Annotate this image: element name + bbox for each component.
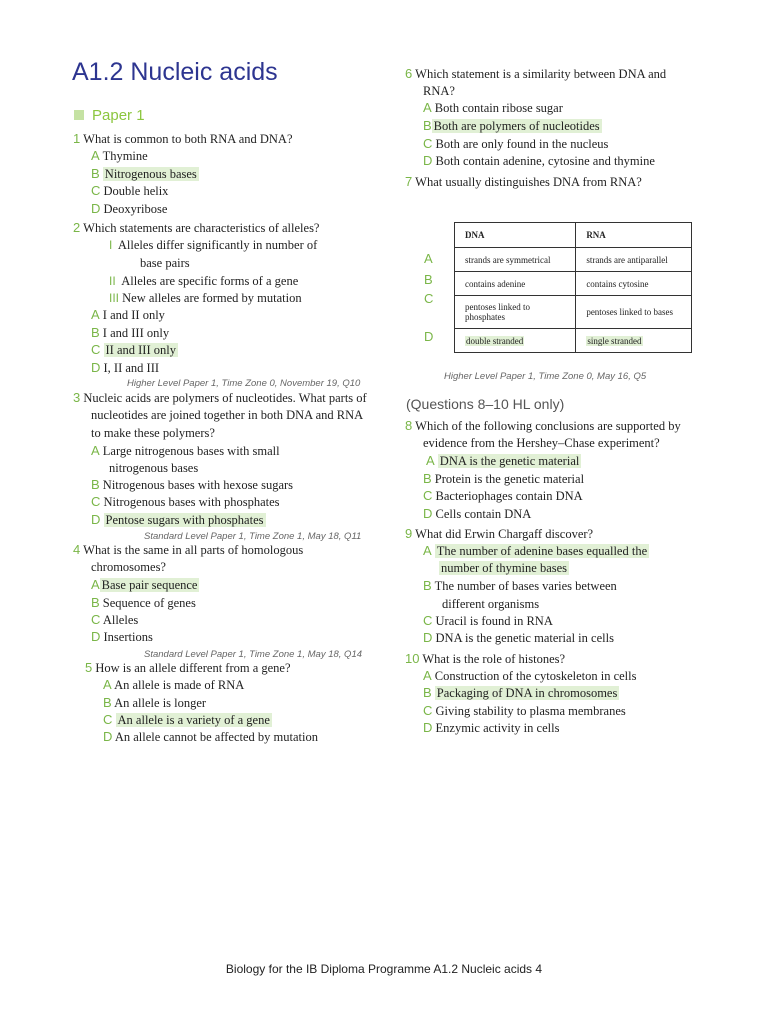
question-text: Nucleic acids are polymers of nucleotides. What parts of [83, 391, 367, 405]
option-letter: D [91, 201, 101, 216]
correct-answer-highlight: An allele is a variety of a gene [117, 713, 270, 727]
option-letter: B [423, 471, 432, 486]
correct-answer-highlight: Pentose sugars with phosphates [105, 513, 264, 527]
option-letter: A [91, 307, 100, 322]
statement-row-continued: base pairs [140, 256, 190, 270]
option-text: Large nitrogenous bases with small [102, 444, 280, 458]
option-letter: A [103, 677, 112, 692]
option-row [91, 477, 293, 493]
question-3 [73, 390, 367, 406]
option-text: Deoxyribose [103, 202, 168, 216]
option-letter: C [103, 712, 113, 727]
question-number: 5 [85, 660, 93, 675]
correct-answer-highlight: Packaging of DNA in chromosomes [436, 686, 618, 700]
question-number: 3 [73, 390, 81, 405]
statement-row [109, 290, 302, 306]
question-9 [405, 526, 593, 542]
correct-answer-highlight: DNA is the genetic material [439, 454, 580, 468]
statement-row [109, 237, 317, 253]
question-text-continued: evidence from the Hershey–Chase experiment? [423, 436, 660, 450]
option-letter: A [423, 100, 432, 115]
table-cell-text: pentoses linked to phosphates [465, 302, 530, 322]
option-letter: D [423, 630, 433, 645]
question-number: 8 [405, 418, 413, 433]
question-7 [405, 174, 642, 190]
option-text: Nitrogenous bases with phosphates [103, 495, 280, 509]
option-row [91, 595, 196, 611]
option-row [423, 613, 553, 629]
table-row [455, 296, 692, 329]
option-letter: C [91, 612, 101, 627]
table-row-letter: B [424, 272, 433, 287]
option-text: I, II and III [103, 361, 160, 375]
option-letter: A [91, 443, 100, 458]
option-row [91, 166, 199, 182]
option-text: Enzymic activity in cells [435, 721, 560, 735]
section-marker [74, 110, 84, 120]
option-row [423, 543, 649, 559]
option-letter: B [91, 325, 100, 340]
option-text: Alleles [102, 613, 139, 627]
correct-answer-highlight: Base pair sequence [101, 578, 198, 592]
question-1 [73, 131, 293, 147]
option-text: Giving stability to plasma membranes [435, 704, 626, 718]
statement-text: New alleles are formed by mutation [122, 291, 302, 305]
table-cell: contains adenine [455, 272, 576, 296]
option-row [91, 325, 169, 341]
option-row [423, 506, 531, 522]
question-text: What is the role of histones? [422, 652, 566, 666]
question-text-continued: RNA? [423, 84, 455, 98]
question-6 [405, 66, 666, 82]
question-number: 9 [405, 526, 413, 541]
table-row [455, 329, 692, 353]
option-row [103, 729, 318, 745]
option-letter: A [423, 668, 432, 683]
option-text: Cells contain DNA [435, 507, 532, 521]
option-text: Thymine [102, 149, 148, 163]
section-heading [74, 107, 145, 124]
correct-answer-highlight: Both are polymers of nucleotides [433, 119, 600, 133]
question-text: What is common to both RNA and DNA? [83, 132, 293, 146]
option-row [91, 612, 138, 628]
question-text: Which statements are characteristics of alleles? [83, 221, 320, 235]
table-header-rna: RNA [576, 223, 692, 248]
question-text-continued: chromosomes? [91, 560, 166, 574]
correct-answer-highlight: Nitrogenous bases [104, 167, 197, 181]
option-letter: C [423, 613, 433, 628]
option-letter: D [91, 629, 101, 644]
table-cell: strands are symmetrical [455, 248, 576, 272]
statement-row [109, 273, 298, 289]
option-row [423, 685, 619, 701]
option-letter: A [426, 453, 435, 468]
correct-answer-highlight: single stranded [587, 335, 642, 346]
option-row [423, 488, 583, 504]
option-text-continued [439, 560, 569, 576]
option-text-continued: different organisms [442, 597, 540, 611]
question-5 [85, 660, 291, 676]
option-letter: C [423, 136, 433, 151]
question-number: 2 [73, 220, 81, 235]
option-letter: D [423, 720, 433, 735]
option-text: An allele is longer [114, 696, 207, 710]
correct-answer-highlight: number of thymine bases [441, 561, 568, 575]
question-text: What did Erwin Chargaff discover? [415, 527, 594, 541]
option-row [423, 136, 608, 152]
option-letter: B [91, 595, 100, 610]
option-text: Both contain ribose sugar [434, 101, 563, 115]
table-cell [455, 296, 576, 329]
option-letter: A [423, 543, 432, 558]
question-8 [405, 418, 681, 434]
option-letter: C [91, 494, 101, 509]
option-text: An allele is made of RNA [114, 678, 245, 692]
option-row [423, 471, 584, 487]
option-row [423, 703, 626, 719]
option-letter: D [423, 153, 433, 168]
option-letter: B [423, 578, 432, 593]
statement-numeral: III [109, 291, 120, 305]
option-text: Construction of the cytoskeleton in cells [434, 669, 637, 683]
question-text: What is the same in all parts of homologous [83, 543, 304, 557]
option-text: Both are only found in the nucleus [435, 137, 609, 151]
option-letter: D [91, 512, 101, 527]
option-row [103, 712, 272, 728]
option-letter: C [91, 342, 101, 357]
option-text: Bacteriophages contain DNA [435, 489, 583, 503]
option-text: Sequence of genes [102, 596, 196, 610]
table-cell: strands are antiparallel [576, 248, 692, 272]
question-source: Higher Level Paper 1, Time Zone 0, May 16, Q5 [444, 371, 647, 382]
option-row [103, 695, 206, 711]
option-text: I and III only [102, 326, 170, 340]
option-text: I and II only [102, 308, 165, 322]
statement-text: Alleles are specific forms of a gene [121, 274, 299, 288]
table-row-letter: C [424, 291, 434, 306]
hl-only-label: (Questions 8–10 HL only) [406, 396, 565, 412]
option-row [91, 512, 266, 528]
option-row [91, 307, 165, 323]
section-label: Paper 1 [92, 107, 145, 124]
statement-text: Alleles differ significantly in number of [117, 238, 318, 252]
statement-numeral: II [109, 274, 116, 288]
correct-answer-highlight: II and III only [105, 343, 176, 357]
option-letter: C [91, 183, 101, 198]
option-letter: D [103, 729, 113, 744]
page-title: A1.2 Nucleic acids [72, 58, 278, 86]
option-row [91, 443, 280, 459]
table-row-letter: A [424, 251, 433, 266]
question-2 [73, 220, 319, 236]
question-text-continued: to make these polymers? [91, 426, 215, 440]
option-row [423, 668, 637, 684]
option-letter: B [423, 118, 432, 133]
option-text: Double helix [103, 184, 169, 198]
correct-answer-highlight: The number of adenine bases equalled the [436, 544, 648, 558]
option-row [91, 629, 153, 645]
table-row-letter: D [424, 329, 434, 344]
option-row [91, 183, 168, 199]
page-footer: Biology for the IB Diploma Programme A1.2 Nucleic acids 4 [225, 962, 543, 976]
option-text: Nitrogenous bases with hexose sugars [102, 478, 294, 492]
option-letter: A [91, 148, 100, 163]
table-cell [576, 329, 692, 353]
question-text-continued: nucleotides are joined together in both DNA and RNA [91, 408, 364, 422]
option-row [426, 453, 581, 469]
question-source: Standard Level Paper 1, Time Zone 1, May 18, Q14 [144, 649, 363, 660]
question-number: 6 [405, 66, 413, 81]
correct-answer-highlight: double stranded [466, 335, 524, 346]
option-letter: B [91, 477, 100, 492]
option-row [91, 148, 148, 164]
table-cell: pentoses linked to bases [576, 296, 692, 329]
table-cell [455, 329, 576, 353]
option-letter: B [423, 685, 432, 700]
table-row [455, 248, 692, 272]
question-number: 7 [405, 174, 413, 189]
option-text: An allele cannot be affected by mutation [114, 730, 318, 744]
table-header-dna: DNA [455, 223, 576, 248]
option-letter: A [91, 577, 100, 592]
option-row [423, 578, 617, 594]
option-row [91, 577, 199, 593]
option-text: Both contain adenine, cytosine and thymine [435, 154, 655, 168]
option-text: DNA is the genetic material in cells [435, 631, 614, 645]
question-number: 4 [73, 542, 81, 557]
option-letter: C [423, 703, 433, 718]
option-text-continued: nitrogenous bases [109, 461, 199, 475]
option-letter: C [423, 488, 433, 503]
table-row [455, 272, 692, 296]
option-row [423, 118, 602, 134]
question-number: 10 [405, 651, 420, 666]
question-text: What usually distinguishes DNA from RNA? [415, 175, 642, 189]
option-text: The number of bases varies between [434, 579, 617, 593]
option-text: Insertions [103, 630, 153, 644]
question-source: Standard Level Paper 1, Time Zone 1, May 18, Q11 [144, 531, 362, 542]
option-row [91, 360, 159, 376]
dna-rna-table [454, 222, 692, 353]
question-10 [405, 651, 565, 667]
question-text: Which statement is a similarity between DNA and [415, 67, 667, 81]
option-row [91, 342, 178, 358]
option-text: Protein is the genetic material [434, 472, 585, 486]
option-letter: B [103, 695, 112, 710]
option-row [91, 201, 167, 217]
question-text: How is an allele different from a gene? [95, 661, 291, 675]
option-letter: D [91, 360, 101, 375]
option-text: Uracil is found in RNA [435, 614, 553, 628]
question-text: Which of the following conclusions are supported by [415, 419, 681, 433]
option-row [103, 677, 244, 693]
question-4 [73, 542, 303, 558]
option-letter: D [423, 506, 433, 521]
option-row [423, 720, 559, 736]
option-row [91, 494, 280, 510]
option-row [423, 153, 655, 169]
table-cell: contains cytosine [576, 272, 692, 296]
question-number: 1 [73, 131, 81, 146]
statement-numeral: I [109, 238, 113, 252]
option-row [423, 100, 563, 116]
option-row [423, 630, 614, 646]
option-letter: B [91, 166, 100, 181]
question-source: Higher Level Paper 1, Time Zone 0, November 19, Q10 [127, 378, 361, 389]
